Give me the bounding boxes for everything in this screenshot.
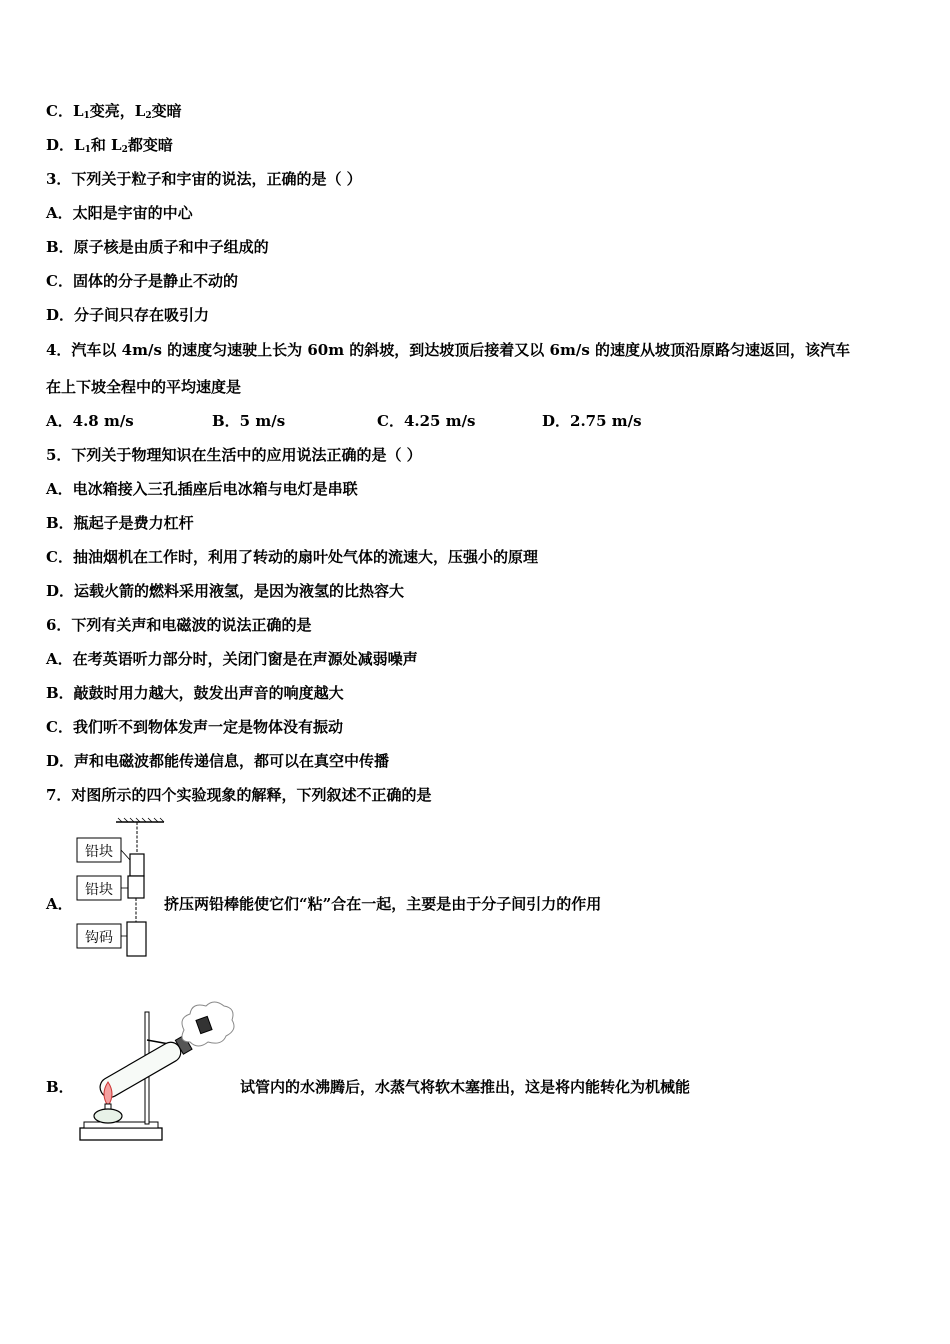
- q2-option-d: D．$L_1$和 $L_2$都变暗: [46, 136, 173, 155]
- q2-option-c: C．$L_1$变亮，$L_2$变暗: [46, 102, 182, 121]
- q6-option-d: D．声和电磁波都能传递信息，都可以在真空中传播: [46, 752, 390, 770]
- q5-option-b: B．瓶起子是费力杠杆: [46, 514, 194, 532]
- q6-option-c: C．我们听不到物体发声一定是物体没有振动: [46, 718, 343, 736]
- q4-stem-line2: 在上下坡全程中的平均速度是: [46, 378, 242, 396]
- q5-option-a: A．电冰箱接入三孔插座后电冰箱与电灯是串联: [46, 480, 358, 498]
- q3-option-c: C．固体的分子是静止不动的: [46, 272, 238, 290]
- q6-stem: 6．下列有关声和电磁波的说法正确的是: [46, 616, 312, 634]
- q4-stem-line1: 4．汽车以 4m/s 的速度匀速驶上长为 60m 的斜坡，到达坡顶后接着又以 6m/s 的速度从坡顶沿原路匀速返回，该汽车: [46, 341, 850, 359]
- svg-text:铅块: 铅块: [85, 844, 113, 860]
- svg-text:钩码: 钩码: [85, 930, 113, 946]
- q5-stem: 5．下列关于物理知识在生活中的应用说法正确的是（ ）: [46, 446, 422, 464]
- q7-option-a-text: 挤压两铅棒能使它们“粘”合在一起，主要是由于分子间引力的作用: [164, 895, 602, 913]
- q4-option-d: D．2.75 m/s: [542, 412, 642, 430]
- svg-text:铅块: 铅块: [85, 882, 113, 898]
- q4-option-a: A．4.8 m/s: [46, 412, 134, 430]
- q7-option-b-text: 试管内的水沸腾后，水蒸气将软木塞推出，这是将内能转化为机械能: [240, 1078, 691, 1096]
- q5-option-d: D．运载火箭的燃料采用液氢，是因为液氢的比热容大: [46, 582, 405, 600]
- q3-option-a: A．太阳是宇宙的中心: [46, 204, 193, 222]
- q3-stem: 3．下列关于粒子和宇宙的说法，正确的是（ ）: [46, 170, 362, 188]
- q3-option-d: D．分子间只存在吸引力: [46, 306, 210, 324]
- q6-option-a: A．在考英语听力部分时，关闭门窗是在声源处减弱噪声: [46, 650, 418, 668]
- q7-option-b-letter: B．: [46, 1078, 74, 1096]
- test-tube-figure: [74, 1000, 236, 1146]
- lead-blocks-figure: [72, 816, 172, 964]
- q7-option-a-letter: A．: [46, 895, 73, 913]
- q3-option-b: B．原子核是由质子和中子组成的: [46, 238, 269, 256]
- q6-option-b: B．敲鼓时用力越大，鼓发出声音的响度越大: [46, 684, 344, 702]
- q4-option-b: B．5 m/s: [212, 412, 286, 430]
- q5-option-c: C．抽油烟机在工作时，利用了转动的扇叶处气体的流速大，压强小的原理: [46, 548, 538, 566]
- q7-stem: 7．对图所示的四个实验现象的解释，下列叙述不正确的是: [46, 786, 432, 804]
- q4-option-c: C．4.25 m/s: [377, 412, 476, 430]
